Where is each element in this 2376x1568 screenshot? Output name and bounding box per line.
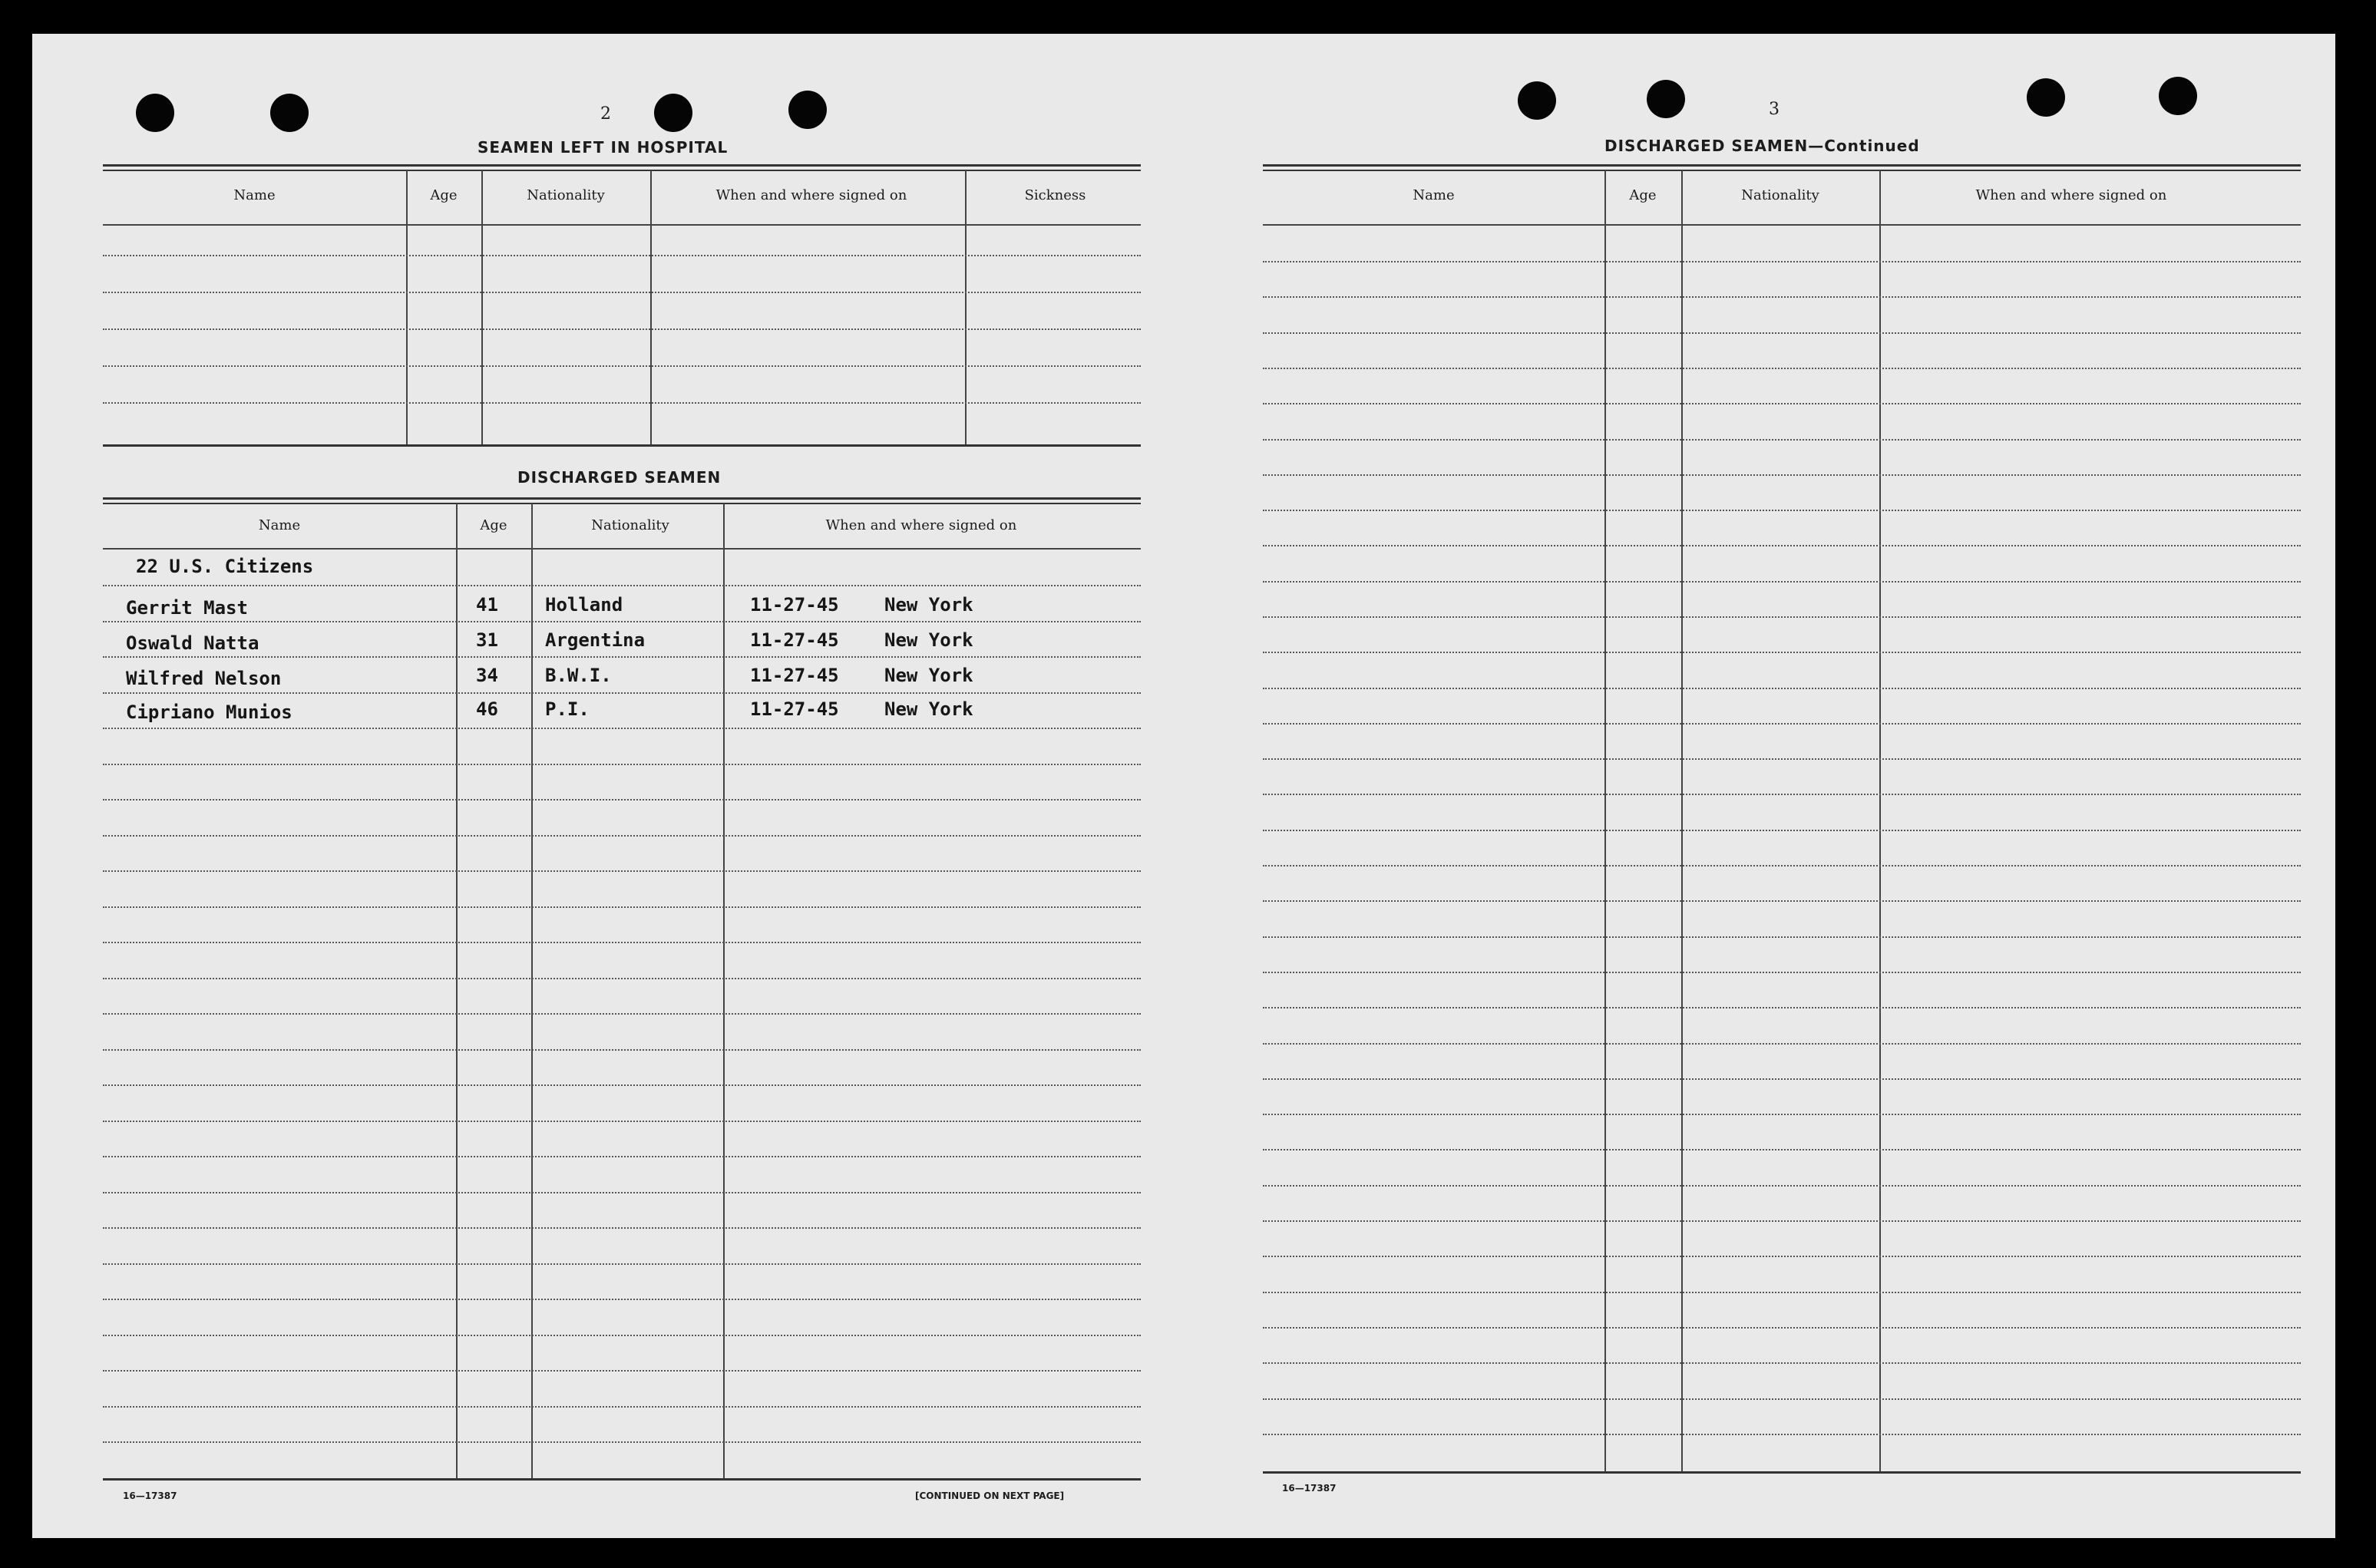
row-rule: [103, 1121, 1141, 1122]
row-rule: [1263, 332, 2301, 334]
row-rule: [1263, 652, 2301, 653]
discharged-continued-title: DISCHARGED SEAMEN—Continued: [1604, 137, 1920, 155]
hospital-bottom-rule: [103, 444, 1141, 447]
punch-hole: [136, 94, 174, 132]
row-rule: [1263, 865, 2301, 867]
hospital-top-rule: [103, 164, 1141, 167]
row-rule: [103, 1013, 1141, 1015]
discharged-col-divider: [723, 503, 725, 1478]
hospital-col-divider: [406, 170, 408, 445]
seaman-name: Oswald Natta: [126, 632, 259, 654]
seaman-name: Gerrit Mast: [126, 597, 248, 619]
discharged-header-nationality: Nationality: [591, 517, 669, 533]
row-rule: [103, 799, 1141, 801]
row-rule: [103, 585, 1141, 586]
seaman-signed-date: 11-27-45: [750, 698, 839, 720]
discharged-header-line: [103, 548, 1141, 550]
form-number: 16—17387: [123, 1490, 177, 1501]
discharged-bottom-rule: [103, 1478, 1141, 1481]
row-rule: [1263, 1256, 2301, 1257]
hospital-row-line: [103, 365, 1141, 367]
row-rule: [1263, 794, 2301, 795]
row-rule: [103, 764, 1141, 765]
row-rule: [103, 1406, 1141, 1408]
row-rule: [103, 1049, 1141, 1051]
continued-top-rule: [1263, 164, 2301, 167]
seaman-age: 31: [476, 629, 498, 651]
hospital-top-rule-2: [103, 170, 1141, 171]
seaman-signed-date: 11-27-45: [750, 594, 839, 616]
discharged-header-age: Age: [480, 517, 507, 533]
punch-hole: [270, 94, 309, 132]
seaman-nationality: Argentina: [545, 629, 646, 651]
continued-col-divider: [1604, 170, 1606, 1471]
continued-header-line: [1263, 224, 2301, 226]
row-rule: [1263, 758, 2301, 760]
discharged-group-line: 22 U.S. Citizens: [136, 556, 314, 577]
row-rule: [103, 1227, 1141, 1229]
hospital-section-title: SEAMEN LEFT IN HOSPITAL: [478, 138, 729, 157]
continued-note: [CONTINUED ON NEXT PAGE]: [915, 1490, 1065, 1501]
hospital-header-name: Name: [233, 187, 276, 203]
row-rule: [103, 1299, 1141, 1300]
row-rule: [1263, 474, 2301, 476]
row-rule: [1263, 545, 2301, 546]
row-rule: [1263, 900, 2301, 902]
discharged-header-name: Name: [258, 517, 301, 533]
row-rule: [1263, 1327, 2301, 1329]
row-rule: [1263, 1398, 2301, 1400]
hospital-header-age: Age: [430, 187, 458, 203]
row-rule: [1263, 1434, 2301, 1435]
continued-col-divider: [1879, 170, 1881, 1471]
continued-header-age: Age: [1629, 187, 1657, 203]
row-rule: [103, 978, 1141, 979]
seaman-signed-place: New York: [884, 594, 973, 616]
hospital-row-line: [103, 328, 1141, 330]
form-number: 16—17387: [1282, 1483, 1337, 1494]
row-rule: [1263, 1220, 2301, 1222]
hospital-header-signed: When and where signed on: [715, 187, 907, 203]
row-rule: [103, 1192, 1141, 1193]
row-rule: [1263, 1185, 2301, 1187]
row-rule: [1263, 1114, 2301, 1115]
continued-top-rule-2: [1263, 170, 2301, 171]
discharged-top-rule-2: [103, 503, 1141, 504]
hospital-col-divider: [965, 170, 967, 445]
discharged-header-signed: When and where signed on: [825, 517, 1017, 533]
row-rule: [1263, 1362, 2301, 1364]
row-rule: [103, 1370, 1141, 1372]
continued-header-name: Name: [1413, 187, 1455, 203]
hospital-header-nationality: Nationality: [527, 187, 605, 203]
row-rule: [1263, 581, 2301, 583]
row-rule: [103, 1084, 1141, 1086]
seaman-signed-place: New York: [884, 629, 973, 651]
row-rule: [1263, 296, 2301, 298]
hospital-header-sickness: Sickness: [1024, 187, 1086, 203]
row-rule: [1263, 1078, 2301, 1080]
seaman-signed-place: New York: [884, 698, 973, 720]
punch-hole: [2159, 77, 2197, 115]
row-rule: [103, 870, 1141, 872]
seaman-name: Wilfred Nelson: [126, 668, 282, 689]
row-rule: [1263, 1007, 2301, 1008]
row-rule: [1263, 936, 2301, 938]
discharged-section-title: DISCHARGED SEAMEN: [517, 468, 722, 487]
row-rule: [1263, 439, 2301, 441]
row-rule: [1263, 510, 2301, 511]
row-rule: [103, 656, 1141, 658]
row-rule: [1263, 723, 2301, 725]
hospital-row-line: [103, 402, 1141, 404]
row-rule: [103, 728, 1141, 729]
hospital-col-divider: [481, 170, 483, 445]
row-rule: [103, 906, 1141, 908]
seaman-name: Cipriano Munios: [126, 701, 292, 723]
row-rule: [1263, 830, 2301, 831]
row-rule: [103, 1335, 1141, 1336]
discharged-col-divider: [456, 503, 458, 1478]
seaman-nationality: B.W.I.: [545, 665, 612, 686]
row-rule: [1263, 403, 2301, 404]
row-rule: [1263, 261, 2301, 262]
punch-hole: [2027, 78, 2065, 117]
page-number: 3: [1769, 100, 1780, 119]
row-rule: [103, 1441, 1141, 1443]
seaman-signed-place: New York: [884, 665, 973, 686]
page-number: 2: [600, 104, 611, 124]
seaman-signed-date: 11-27-45: [750, 665, 839, 686]
row-rule: [103, 942, 1141, 943]
punch-hole: [1647, 80, 1685, 118]
hospital-row-line: [103, 292, 1141, 293]
row-rule: [1263, 368, 2301, 369]
row-rule: [103, 1263, 1141, 1265]
row-rule: [103, 692, 1141, 694]
row-rule: [1263, 1292, 2301, 1293]
seaman-age: 46: [476, 698, 498, 720]
seaman-nationality: Holland: [545, 594, 623, 616]
seaman-nationality: P.I.: [545, 698, 590, 720]
row-rule: [1263, 616, 2301, 618]
punch-hole: [788, 91, 827, 129]
discharged-top-rule: [103, 497, 1141, 500]
row-rule: [103, 621, 1141, 622]
hospital-col-divider: [650, 170, 652, 445]
document-sheet: [32, 34, 2335, 1538]
seaman-signed-date: 11-27-45: [750, 629, 839, 651]
punch-hole: [1518, 81, 1556, 120]
hospital-row-line: [103, 255, 1141, 256]
continued-bottom-rule: [1263, 1471, 2301, 1474]
row-rule: [103, 1156, 1141, 1157]
row-rule: [1263, 1043, 2301, 1045]
hospital-row-line: [103, 224, 1141, 226]
row-rule: [1263, 688, 2301, 689]
discharged-col-divider: [531, 503, 533, 1478]
punch-hole: [654, 94, 692, 132]
row-rule: [1263, 972, 2301, 973]
continued-col-divider: [1681, 170, 1683, 1471]
continued-header-signed: When and where signed on: [1975, 187, 2167, 203]
continued-header-nationality: Nationality: [1741, 187, 1819, 203]
row-rule: [1263, 1149, 2301, 1150]
seaman-age: 34: [476, 665, 498, 686]
row-rule: [103, 835, 1141, 837]
seaman-age: 41: [476, 594, 498, 616]
